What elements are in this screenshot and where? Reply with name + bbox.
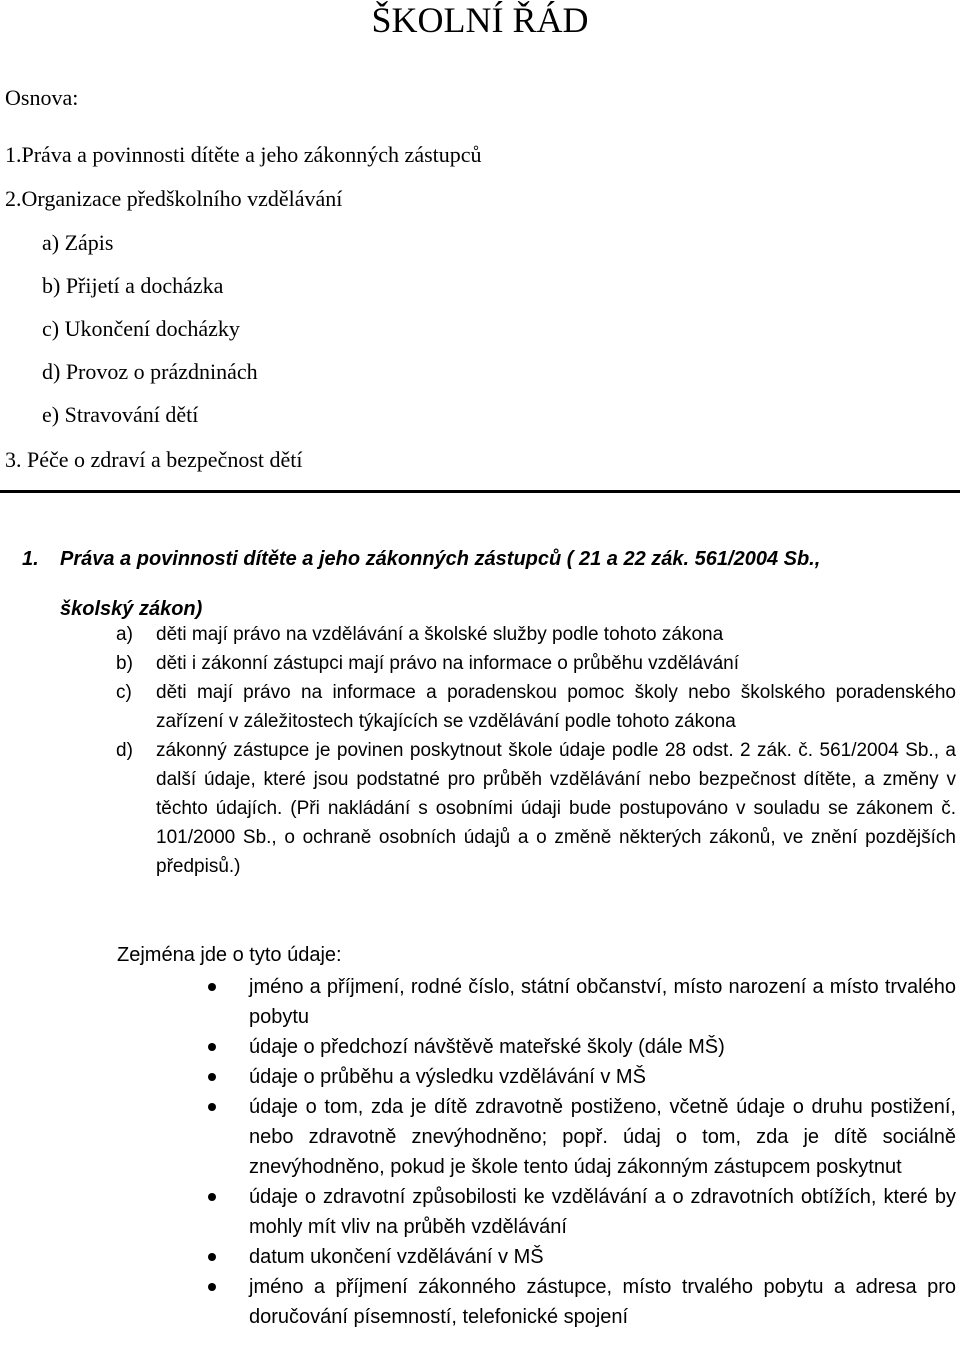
outline-subitem: d) Provoz o prázdninách [42, 359, 258, 384]
bullet-icon [208, 1193, 216, 1201]
data-list-item [204, 1062, 956, 1092]
data-list [204, 972, 956, 1332]
data-list-item [204, 1092, 956, 1182]
rights-item [116, 678, 956, 736]
data-list-item-text: údaje o průběhu a výsledku vzdělávání v MŠ [249, 1066, 646, 1088]
horizontal-divider [0, 490, 960, 493]
rights-list [116, 620, 956, 881]
rights-item-text: děti mají právo na informace a poradenskou pomoc školy nebo školského poradenského zařízení v záležitostech týkajících se vzdělávání podle tohoto zákona [156, 682, 956, 732]
rights-item [116, 649, 956, 678]
bullet-icon [208, 983, 216, 991]
rights-item-text: zákonný zástupce je povinen poskytnout škole údaje podle 28 odst. 2 zák. č. 561/2004 Sb., a další údaje, které jsou podstatné pro průběh vzdělávání nebo bezpečnost dítěte, a změny v těchto údajích. (Při nakládání s osobními údaji bude postupováno v souladu se zákonem č. 101/2000 Sb., o ochraně osobních údajů a o změně některých zákonů, ve znění pozdějších předpisů.) [156, 740, 956, 877]
rights-item [116, 736, 956, 881]
section-heading-line1: Práva a povinnosti dítěte a jeho zákonných zástupců ( 21 a 22 zák. 561/2004 Sb., [60, 548, 821, 570]
data-list-item-text: datum ukončení vzdělávání v MŠ [249, 1246, 544, 1268]
data-list-item-text: údaje o tom, zda je dítě zdravotně postiženo, včetně údaje o druhu postižení, nebo zdravotně znevýhodněno; popř. údaj o tom, zda je dítě sociálně znevýhodněno, pokud je škole tento údaj zákonným zástupcem poskytnut [249, 1096, 956, 1178]
data-list-item [204, 1032, 956, 1062]
outline-subitem: a) Zápis [42, 230, 114, 255]
data-list-item-text: údaje o zdravotní způsobilosti ke vzdělávání a o zdravotních obtížích, které by mohly mít vliv na průběh vzdělávání [249, 1186, 956, 1238]
outline-subitem: c) Ukončení docházky [42, 316, 240, 341]
data-list-item-text: jméno a příjmení zákonného zástupce, místo trvalého pobytu a adresa pro doručování písemností, telefonické spojení [249, 1276, 956, 1328]
data-intro: Zejména jde o tyto údaje: [117, 944, 342, 966]
data-list-item [204, 972, 956, 1032]
data-list-item [204, 1272, 956, 1332]
section-heading [22, 534, 957, 634]
bullet-icon [208, 1283, 216, 1291]
outline-subitem: e) Stravování dětí [42, 402, 199, 427]
rights-item-letter: b) [116, 653, 133, 674]
bullet-icon [208, 1073, 216, 1081]
outline-item: 1.Práva a povinnosti dítěte a jeho zákonných zástupců [5, 142, 482, 167]
rights-item-letter: d) [116, 740, 133, 761]
section-heading-line2: školský zákon) [60, 598, 203, 620]
outline-subitem: b) Přijetí a docházka [42, 273, 224, 298]
rights-item [116, 620, 956, 649]
rights-item-letter: a) [116, 624, 133, 645]
outline-item: 3. Péče o zdraví a bezpečnost dětí [5, 447, 303, 472]
bullet-icon [208, 1103, 216, 1111]
bullet-icon [208, 1043, 216, 1051]
outline-label: Osnova: [5, 85, 79, 110]
rights-item-text: děti mají právo na vzdělávání a školské služby podle tohoto zákona [156, 624, 724, 645]
data-list-item [204, 1182, 956, 1242]
document-title: ŠKOLNÍ ŘÁD [371, 0, 589, 40]
rights-item-letter: c) [116, 682, 132, 703]
bullet-icon [208, 1253, 216, 1261]
rights-item-text: děti i zákonní zástupci mají právo na informace o průběhu vzdělávání [156, 653, 739, 674]
section-number: 1. [22, 548, 39, 570]
data-list-item-text: jméno a příjmení, rodné číslo, státní občanství, místo narození a místo trvalého pobytu [249, 976, 956, 1028]
outline-item: 2.Organizace předškolního vzdělávání [5, 186, 343, 211]
data-list-item [204, 1242, 956, 1272]
data-list-item-text: údaje o předchozí návštěvě mateřské školy (dále MŠ) [249, 1036, 725, 1058]
